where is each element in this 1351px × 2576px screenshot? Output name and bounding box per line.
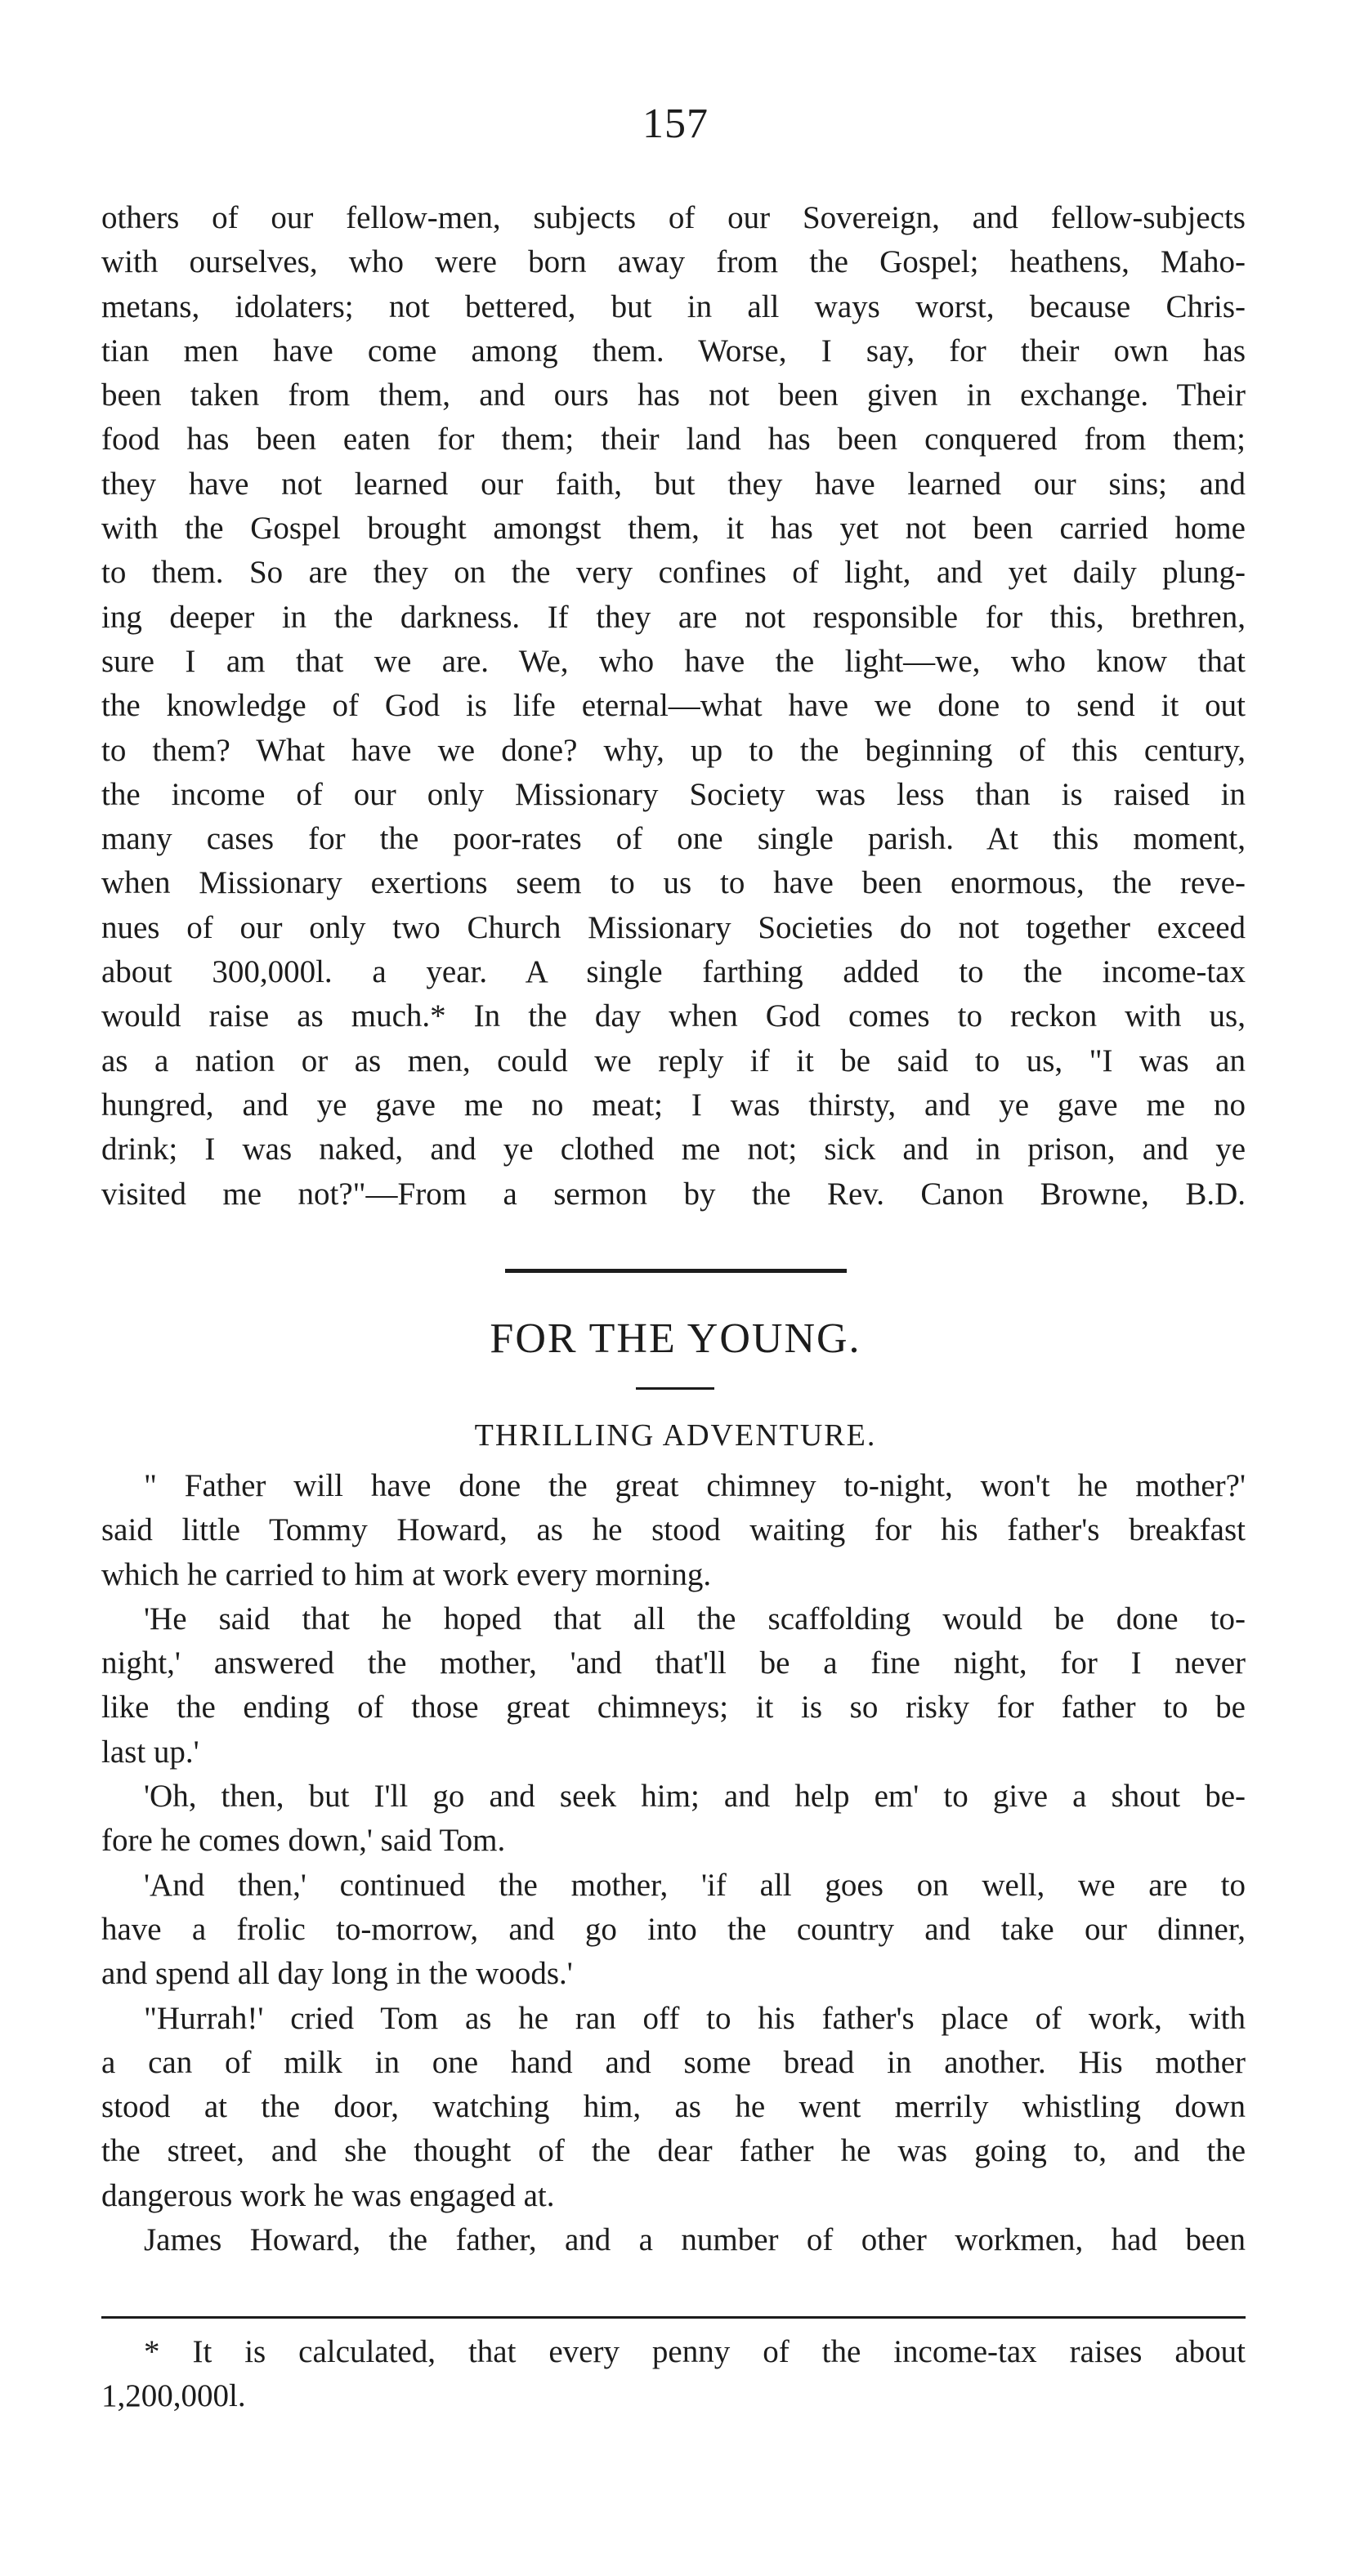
text-line: when Missionary exertions seem to us to have been enormous, the reve- <box>101 865 1246 901</box>
text-line: the street, and she thought of the dear father he was going to, and the <box>101 2133 1246 2169</box>
text-line: food has been eaten for them; their land has been conquered from them; <box>101 422 1246 458</box>
section-divider <box>505 1269 847 1273</box>
text-line: tian men have come among them. Worse, I say, for their own has <box>101 333 1246 368</box>
section-heading: FOR THE YOUNG. <box>490 1315 861 1362</box>
text-line: said little Tommy Howard, as he stood waiting for his father's breakfast <box>101 1512 1246 1548</box>
story-text <box>101 1464 1246 2262</box>
text-line: "Hurrah!' cried Tom as he ran off to his father's place of work, with <box>144 2000 1246 2036</box>
page-number: 157 <box>642 100 709 147</box>
text-line: James Howard, the father, and a number of other workmen, had been <box>144 2222 1246 2258</box>
text-line: would raise as much.* In the day when God comes to reckon with us, <box>101 998 1246 1034</box>
text-line: the income of our only Missionary Society was less than is raised in <box>101 776 1246 812</box>
sermon-text <box>101 196 1246 1217</box>
text-line: " Father will have done the great chimney to-night, won't he mother?' <box>144 1468 1246 1503</box>
footnote-rule <box>101 2316 1246 2319</box>
text-line: have a frolic to-morrow, and go into the country and take our dinner, <box>101 1911 1246 1947</box>
story-title: THRILLING ADVENTURE. <box>474 1418 877 1453</box>
text-line: the knowledge of God is life eternal—what have we done to send it out <box>101 688 1246 724</box>
text-line: and spend all day long in the woods.' <box>101 1956 573 1992</box>
text-line: drink; I was naked, and ye clothed me not; sick and in prison, and ye <box>101 1132 1246 1167</box>
text-line: 'Oh, then, but I'll go and seek him; and help em' to give a shout be- <box>144 1779 1246 1815</box>
text-line: sure I am that we are. We, who have the light—we, who know that <box>101 643 1246 679</box>
text-line: dangerous work he was engaged at. <box>101 2177 555 2213</box>
text-line: fore he comes down,' said Tom. <box>101 1823 506 1859</box>
text-line: 'And then,' continued the mother, 'if all goes on well, we are to <box>144 1867 1246 1903</box>
text-line: last up.' <box>101 1734 199 1770</box>
footnote <box>101 2330 1246 2419</box>
text-line: as a nation or as men, could we reply if it be said to us, "I was an <box>101 1042 1246 1078</box>
text-line: ing deeper in the darkness. If they are not responsible for this, brethren, <box>101 599 1246 635</box>
text-line: 'He said that he hoped that all the scaffolding would be done to- <box>144 1601 1246 1636</box>
text-line: stood at the door, watching him, as he went merrily whistling down <box>101 2089 1246 2125</box>
text-line: visited me not?"—From a sermon by the Rev. Canon Browne, B.D. <box>101 1176 1246 1212</box>
text-line: been taken from them, and ours has not been given in exchange. Their <box>101 377 1246 413</box>
footnote-line: 1,200,000l. <box>101 2378 246 2414</box>
text-line: metans, idolaters; not bettered, but in all ways worst, because Chris- <box>101 288 1246 324</box>
text-line: with ourselves, who were born away from the Gospel; heathens, Maho- <box>101 244 1246 280</box>
footnote-line: * It is calculated, that every penny of the income-tax raises about <box>144 2334 1246 2369</box>
text-line: which he carried to him at work every morning. <box>101 1556 712 1592</box>
text-line: nues of our only two Church Missionary Societies do not together exceed <box>101 909 1246 945</box>
text-line: many cases for the poor-rates of one single parish. At this moment, <box>101 821 1246 857</box>
text-line: hungred, and ye gave me no meat; I was thirsty, and ye gave me no <box>101 1087 1246 1123</box>
text-line: to them. So are they on the very confines of light, and yet daily plung- <box>101 555 1246 591</box>
text-line: they have not learned our faith, but they have learned our sins; and <box>101 466 1246 502</box>
text-line: others of our fellow-men, subjects of our Sovereign, and fellow-subjects <box>101 200 1246 235</box>
heading-rule <box>636 1387 714 1390</box>
text-line: to them? What have we done? why, up to the beginning of this century, <box>101 732 1246 768</box>
text-line: with the Gospel brought amongst them, it has yet not been carried home <box>101 511 1246 547</box>
text-line: a can of milk in one hand and some bread in another. His mother <box>101 2044 1246 2080</box>
text-line: about 300,000l. a year. A single farthing added to the income-tax <box>101 954 1246 990</box>
text-line: night,' answered the mother, 'and that'll be a fine night, for I never <box>101 1645 1246 1681</box>
text-line: like the ending of those great chimneys; it is so risky for father to be <box>101 1690 1246 1726</box>
